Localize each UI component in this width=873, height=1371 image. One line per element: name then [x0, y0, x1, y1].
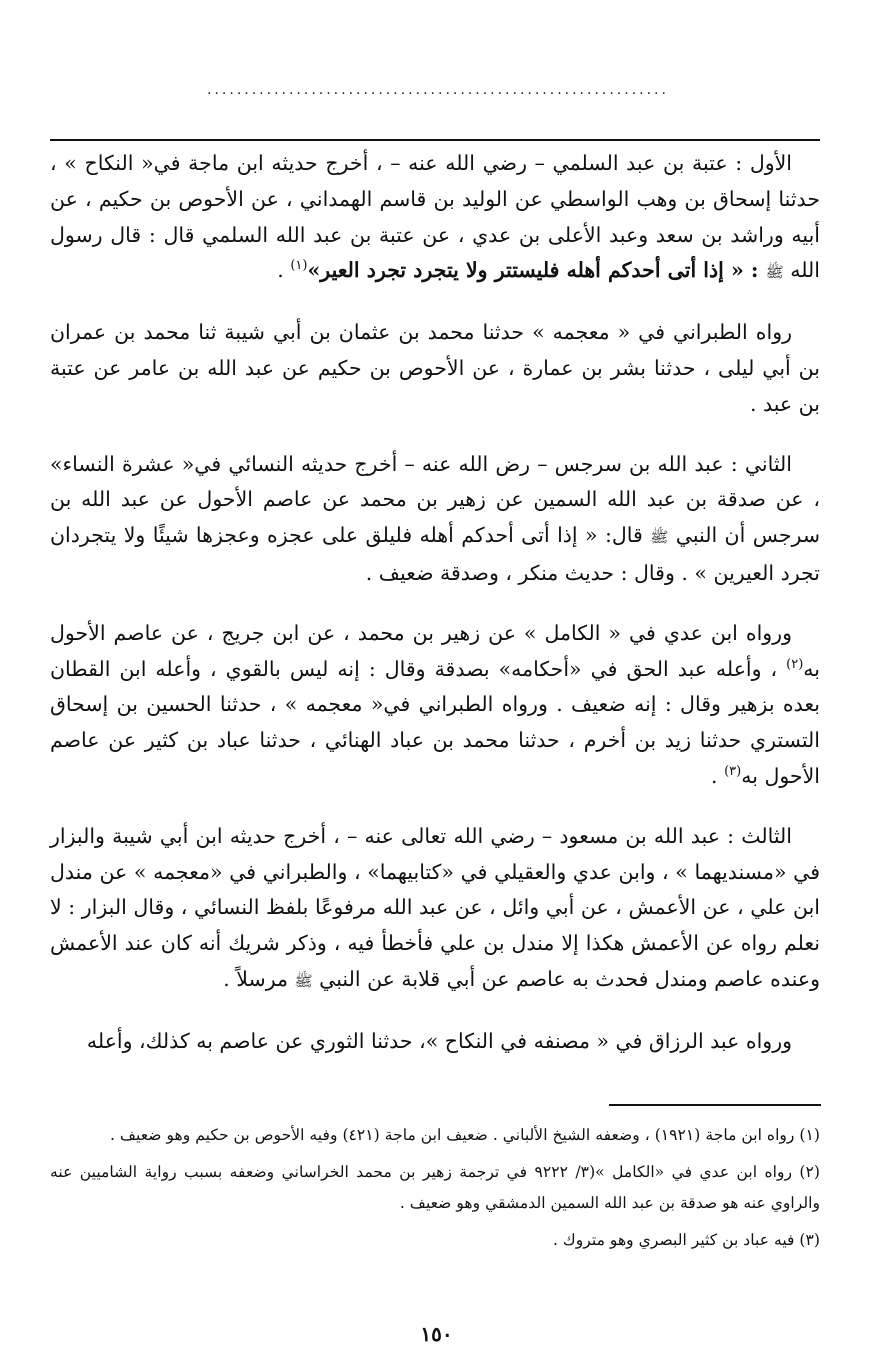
paragraph-tabarani: رواه الطبراني في « معجمه » حدثنا محمد بن عثمان بن أبي شيبة ثنا محمد بن عمران بن أبي ليلى ، حدثنا بشر بن عمارة ، عن الأحوص بن حكيم عن عبد الله بن عامر عن عتبة بن عبد .: [50, 320, 820, 416]
footnote-rule: [609, 1104, 821, 1106]
paragraph-text: الثالث : عبد الله بن مسعود – رضي الله تعالى عنه – ، أخرج حديثه ابن أبي شيبة والبزار في «مسنديهما » ، وابن عدي والعقيلي في «كتابيهما» ، والطبراني في «معجمه » عن مندل ابن علي ، عن الأعمش ، عن أبي وائل ، عن عبد الله مرفوعًا بلفظ النسائي ، وقال البزار : لا نعلم رواه عن الأعمش هكذا إلا مندل بن علي فأخطأ فيه ، وذكر شريك أنه كان عند الأعمش وعنده عاصم ومندل فحدث به عاصم عن أبي قلابة عن النبي: [50, 823, 820, 991]
footnote-ref[interactable]: (٣): [724, 764, 742, 780]
paragraph-text: قال: « إذا أتى أحدكم أهله فليلق على عجزه وعجزها شيئًا ولا يتجردان تجرد العيرين » . وقال : حديث منكر ، وصدقة ضعيف .: [50, 523, 820, 585]
salutation-glyph: ﷺ: [765, 263, 784, 282]
page-number: ١٥٠: [420, 1322, 453, 1346]
paragraph-first-narrator: [50, 146, 820, 291]
paragraph-end: .: [277, 258, 291, 283]
header-dotted-line: ..............................................................: [207, 82, 669, 98]
paragraph-second-narrator: [50, 447, 820, 592]
footnote-1: (١) رواه ابن ماجة (١٩٢١) ، وضعفه الشيخ الألباني . ضعيف ابن ماجة (٤٢١) وفيه الأحوص بن حكيم وهو ضعيف .: [110, 1126, 820, 1144]
footnote-3: (٣) فيه عباد بن كثير البصري وهو متروك .: [552, 1231, 820, 1249]
hadith-quote: : « إذا أتى أحدكم أهله فليستتر ولا يتجرد تجرد العير»: [307, 258, 766, 283]
paragraph-end: .: [711, 763, 725, 788]
footnotes: [50, 1120, 820, 1262]
footnote-ref[interactable]: (٢): [786, 656, 804, 672]
paragraph-text: ورواه ابن عدي في « الكامل » عن زهير بن محمد ، عن ابن جريج ، عن عاصم الأحول به: [50, 620, 820, 681]
main-text: [50, 146, 820, 1084]
paragraph-text: مرسلاً .: [223, 966, 295, 991]
paragraph-text: ، وأعله عبد الحق في «أحكامه» بصدقة وقال : إنه ليس بالقوي ، وأعله ابن القطان بعده بزهير وقال : إنه ضعيف . ورواه الطبراني في« معجمه » ، حدثنا الحسين بن إسحاق التستري حدثنا زيد بن أخرم ، حدثنا محمد بن عباد الهنائي ، حدثنا عباد بن كثير عن عاصم الأحول به: [50, 656, 820, 788]
header-rule: [50, 139, 820, 141]
paragraph-text: الأول : عتبة بن عبد السلمي – رضي الله عنه – ، أخرج حديثه ابن ماجة في« النكاح » ، حدثنا إسحاق بن وهب الواسطي عن الوليد بن قاسم الهمداني ، عن الأحوص بن حكيم ، عن أبيه وراشد بن سعد وعبد الأعلى بن عدي ، عن عتبة بن عبد الله السلمي قال : قال رسول الله: [50, 151, 820, 283]
paragraph-ibn-adi: [50, 616, 820, 795]
footnote-ref[interactable]: (١): [290, 258, 308, 274]
salutation-glyph: ﷺ: [650, 528, 669, 547]
paragraph-text: الثاني : عبد الله بن سرجس – رض الله عنه – أخرج حديثه النسائي في« عشرة النساء» ، عن صدقة بن عبد الله السمين عن زهير بن محمد عن عاصم الأحول عن عبد الله بن سرجس أن النبي: [50, 451, 820, 548]
paragraph-abdul-razzaq: ورواه عبد الرزاق في « مصنفه في النكاح »، حدثنا الثوري عن عاصم به كذلك، وأعله: [86, 1028, 792, 1053]
footnote-2: (٢) رواه ابن عدي في «الكامل »(٣/ ٩٢٢٢ في ترجمة زهير بن محمد الخراساني وضعفه بسبب رواية الشاميين عنه والراوي عنه هو صدقة بن عبد الله السمين الدمشقي وهو ضعيف .: [50, 1163, 820, 1212]
salutation-glyph: ﷺ: [294, 971, 313, 990]
paragraph-third-narrator: [50, 819, 820, 1000]
